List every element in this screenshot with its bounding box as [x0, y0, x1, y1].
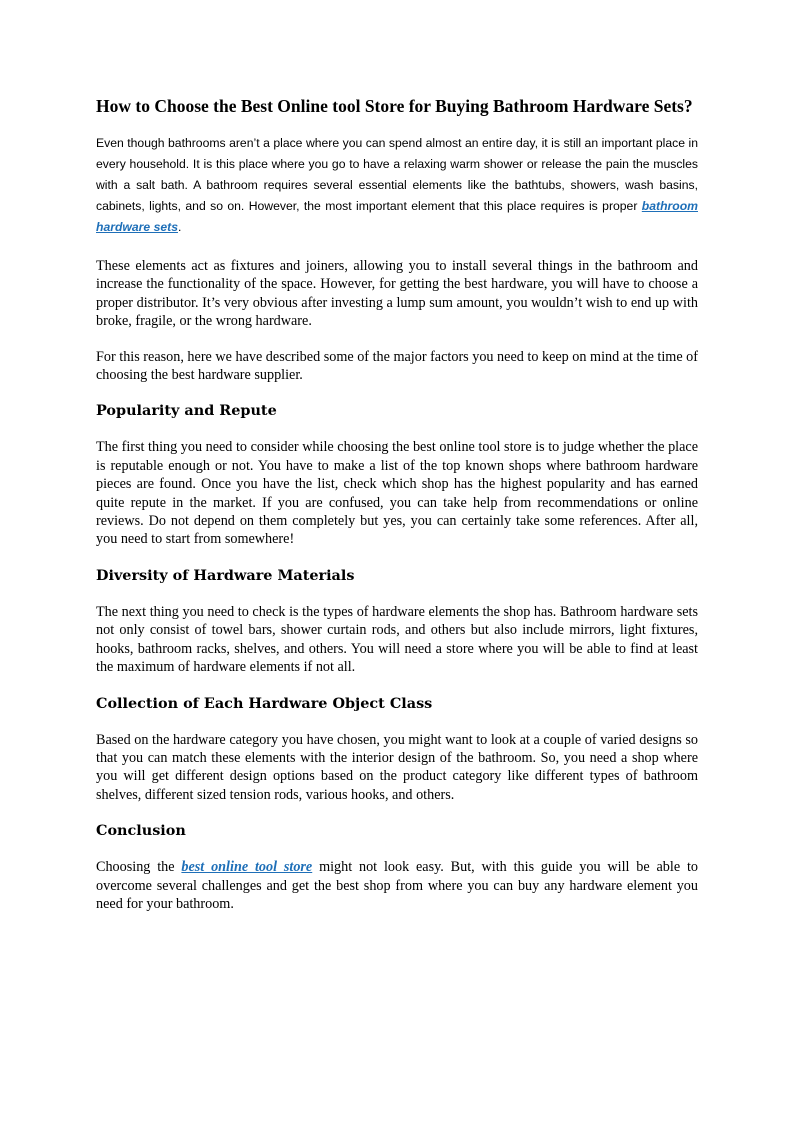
- bathroom-hardware-sets-link[interactable]: bathroom hardware sets: [96, 199, 698, 234]
- paragraph-collection: Based on the hardware category you have chosen, you might want to look at a couple of varied designs so that you can match these elements with the interior design of the bathroom. So, you need a shop where you will get different design options based on the product category like different types of bathroom shelves, different sized tension rods, various hooks, and others.: [96, 731, 698, 803]
- conclusion-suffix: might not look easy. But, with this guide you will be able to overcome several challenges and get the best shop from where you can buy any hardware element you need for your bathroom.: [96, 859, 698, 912]
- paragraph-reason: For this reason, here we have described some of the major factors you need to keep on mind at the time of choosing the best hardware supplier.: [96, 348, 698, 384]
- intro-end: .: [177, 220, 182, 234]
- heading-popularity: Popularity and Repute: [96, 402, 277, 420]
- intro-paragraph: [96, 133, 698, 238]
- page-title: How to Choose the Best Online tool Store for Buying Bathroom Hardware Sets?: [96, 96, 693, 116]
- heading-conclusion: Conclusion: [96, 822, 186, 840]
- paragraph-elements: These elements act as fixtures and joiners, allowing you to install several things in the bathroom and increase the functionality of the space. However, for getting the best hardware, you will have to choose a proper distributor. It’s very obvious after investing a lump sum amount, you wouldn’t wish to end up with broke, fragile, or the wrong hardware.: [96, 258, 698, 330]
- paragraph-conclusion: [96, 858, 698, 913]
- heading-collection: Collection of Each Hardware Object Class: [96, 694, 433, 712]
- best-online-tool-store-link[interactable]: best online tool store: [181, 859, 313, 876]
- intro-text: Even though bathrooms aren’t a place where you can spend almost an entire day, it is still an important place in every household. It is this place where you go to have a relaxing warm shower or release the pain the muscles with a salt bath. A bathroom requires several essential elements like the bathtubs, showers, wash basins, cabinets, lights, and so on. However, the most important element that this place requires is proper: [96, 136, 698, 213]
- paragraph-diversity: The next thing you need to check is the types of hardware elements the shop has. Bathroom hardware sets not only consist of towel bars, shower curtain rods, and others but also include mirrors, light fixtures, hooks, bathroom racks, shelves, and others. You will need a store where you will be able to find at least the maximum of hardware elements if not all.: [96, 603, 698, 676]
- paragraph-popularity: The first thing you need to consider while choosing the best online tool store is to judge whether the place is reputable enough or not. You have to make a list of the top known shops where bathroom hardware pieces are found. Once you have the list, check which shop has the highest popularity and has earned quite repute in the market. If you are confused, you can take help from recommendations or online reviews. Do not depend on them completely but yes, you can certainly take some references. After all, you need to start from somewhere!: [96, 439, 698, 548]
- conclusion-prefix: Choosing the: [96, 859, 182, 876]
- document-page: [96, 96, 698, 930]
- heading-diversity: Diversity of Hardware Materials: [96, 566, 355, 584]
